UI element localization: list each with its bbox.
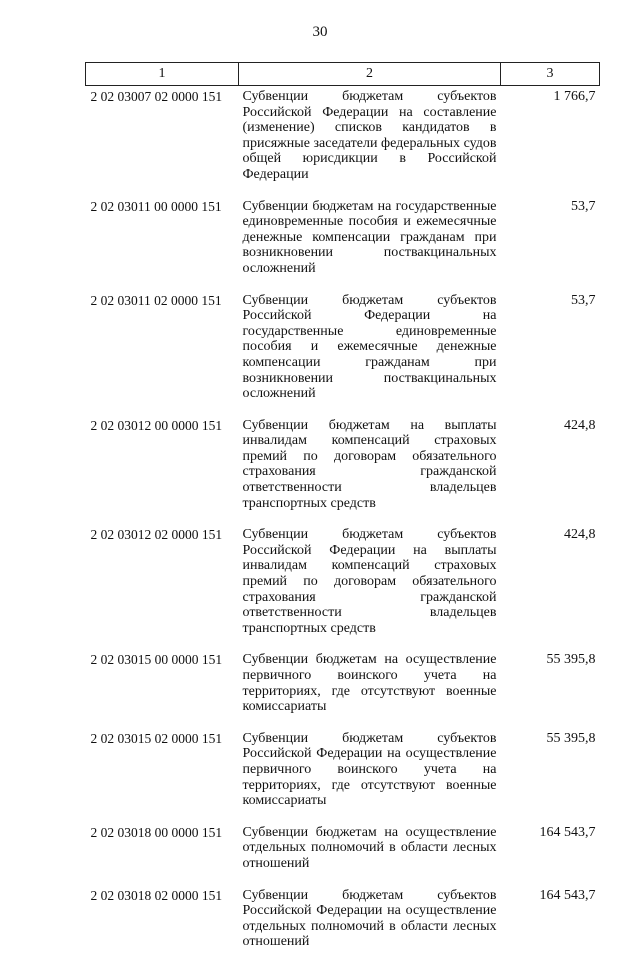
table-header-row: [86, 63, 600, 86]
row-code: 2 02 03012 02 0000 151: [90, 527, 223, 543]
row-code: 2 02 03015 02 0000 151: [90, 730, 223, 746]
row-amount: 55 395,8: [546, 730, 596, 746]
row-amount: 164 543,7: [539, 887, 596, 903]
row-description: Субвенции бюджетам на осуществление отдельных полномочий в области лесных отношений: [242, 824, 497, 871]
row-code: 2 02 03018 02 0000 151: [90, 887, 223, 903]
column-header-description: 2: [239, 63, 501, 86]
row-amount: 53,7: [571, 292, 596, 308]
row-description: Субвенции бюджетам на осуществление первичного воинского учета на территориях, где отсутствуют военные комиссариаты: [242, 652, 497, 715]
row-code: 2 02 03007 02 0000 151: [90, 89, 223, 104]
table-row: [86, 527, 600, 652]
row-code: 2 02 03011 00 0000 151: [90, 198, 222, 214]
row-code: 2 02 03012 00 0000 151: [90, 417, 223, 433]
row-description: Субвенции бюджетам на государственные единовременные пособия и ежемесячные денежные компенсации гражданам при возникновении поствакцинальных осложнений: [242, 198, 497, 276]
row-code: 2 02 03015 00 0000 151: [90, 652, 223, 668]
budget-table: [85, 62, 600, 966]
row-description: Субвенции бюджетам субъектов Российской Федерации на осуществление отдельных полномочий в области лесных отношений: [242, 887, 497, 950]
table-row: [86, 86, 600, 199]
page-number: 30: [312, 24, 328, 40]
row-description: Субвенции бюджетам субъектов Российской Федерации на составление (изменение) списков кандидатов в присяжные заседатели федеральных судов общей юрисдикции в Российской Федерации: [242, 89, 497, 182]
table-row: [86, 418, 600, 528]
row-amount: 53,7: [571, 198, 596, 214]
table-row: [86, 652, 600, 730]
row-description: Субвенции бюджетам на выплаты инвалидам компенсаций страховых премий по договорам обязательного страхования гражданской ответственности владельцев транспортных средств: [242, 417, 497, 511]
table-row: [86, 825, 600, 888]
row-amount: 424,8: [564, 527, 596, 543]
row-description: Субвенции бюджетам субъектов Российской Федерации на государственные единовременные пособия и ежемесячные денежные компенсации гражданам при возникновении поствакцинальных осложнений: [242, 292, 497, 402]
table-row: [86, 731, 600, 825]
row-description: Субвенции бюджетам субъектов Российской Федерации на выплаты инвалидам компенсаций страховых премий по договорам обязательного страхования гражданской ответственности владельцев транспортных средств: [242, 527, 497, 636]
column-header-amount: 3: [501, 63, 600, 86]
table-row: [86, 293, 600, 418]
row-description: Субвенции бюджетам субъектов Российской Федерации на осуществление первичного воинского учета на территориях, где отсутствуют военные комиссариаты: [242, 730, 497, 809]
row-amount: 164 543,7: [539, 824, 596, 840]
column-header-code: 1: [86, 63, 239, 86]
table-row: [86, 199, 600, 293]
row-code: 2 02 03011 02 0000 151: [90, 292, 222, 308]
row-amount: 424,8: [564, 417, 596, 433]
row-amount: 55 395,8: [546, 652, 596, 668]
row-code: 2 02 03018 00 0000 151: [90, 824, 223, 840]
row-amount: 1 766,7: [553, 89, 596, 104]
table-row: [86, 888, 600, 966]
